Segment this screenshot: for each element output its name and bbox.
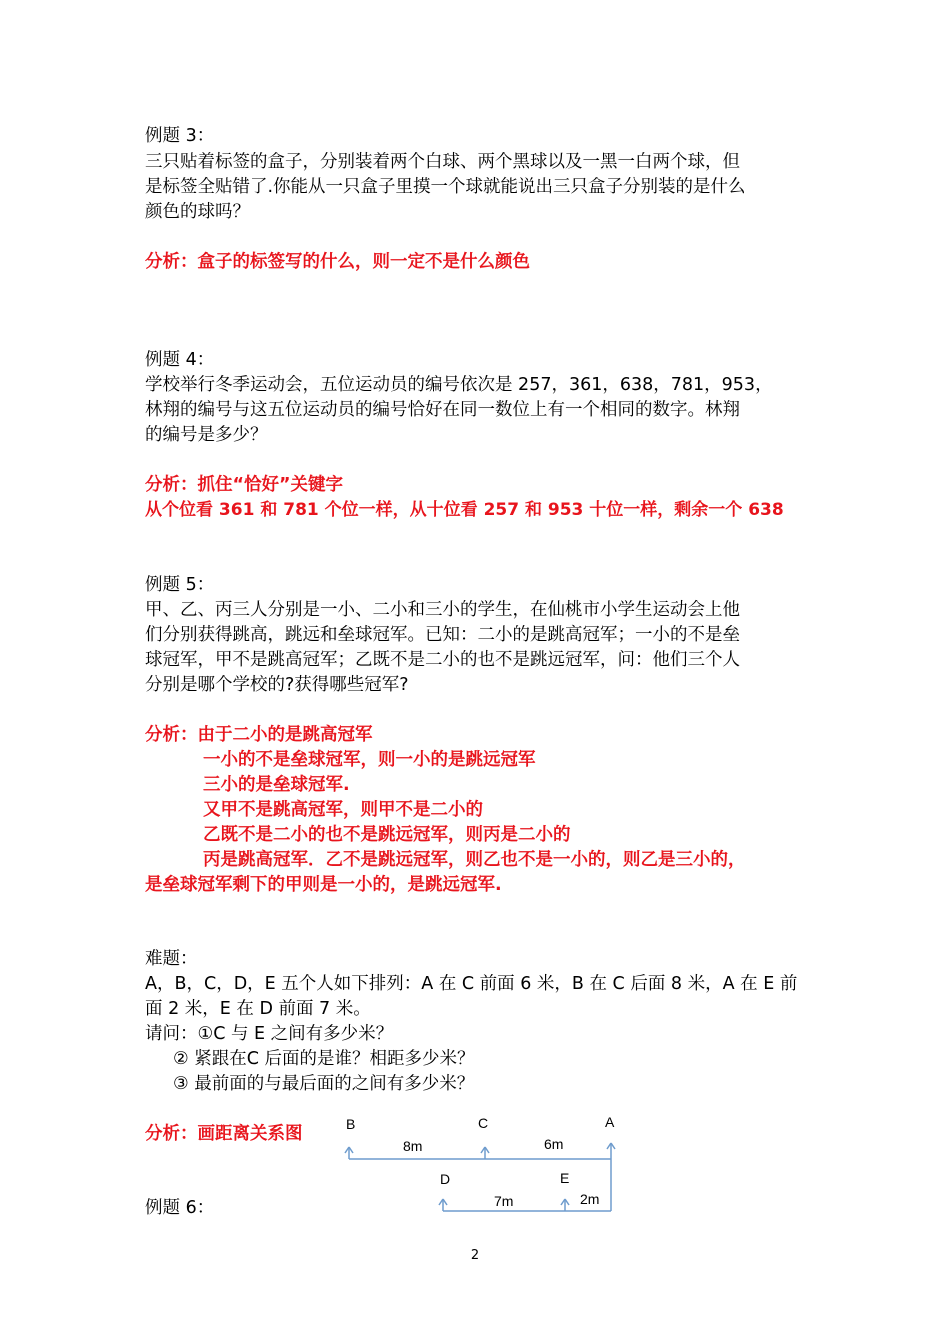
hard-problem-title: 难题：: [145, 949, 198, 969]
distance-label-de: 7m: [494, 1193, 514, 1209]
hard-problem-question: 请问：①C 与 E 之间有多少米？: [145, 1024, 394, 1044]
example-5-text-line: 甲、乙、丙三人分别是一小、二小和三小的学生，在仙桃市小学生运动会上他: [145, 600, 740, 620]
example-4-analysis-line: 分析：抓住“恰好”关键字: [145, 475, 344, 495]
point-label-d: D: [440, 1171, 451, 1187]
example-4-text-line: 学校举行冬季运动会，五位运动员的编号依次是 257，361，638，781，953，: [145, 375, 773, 395]
hard-problem-text-line: 面 2 米，E 在 D 前面 7 米。: [145, 999, 371, 1019]
distance-label-bc: 8m: [403, 1138, 423, 1154]
example-3-analysis: 分析：盒子的标签写的什么，则一定不是什么颜色: [145, 252, 530, 272]
example-5-text-line: 分别是哪个学校的?获得哪些冠军?: [145, 675, 409, 695]
example-4-text-line: 的编号是多少？: [145, 425, 268, 445]
example-3-text-line: 三只贴着标签的盒子，分别装着两个白球、两个黑球以及一黑一白两个球，但: [145, 152, 740, 172]
example-5-analysis-line: 又甲不是跳高冠军，则甲不是二小的: [203, 800, 483, 820]
example-4-text-line: 林翔的编号与这五位运动员的编号恰好在同一数位上有一个相同的数字。林翔: [145, 400, 740, 420]
point-label-c: C: [478, 1115, 489, 1131]
example-3-text-line: 颜色的球吗？: [145, 202, 250, 222]
example-5-analysis-line: 分析：由于二小的是跳高冠军: [145, 725, 373, 745]
distance-label-ca: 6m: [544, 1136, 564, 1152]
hard-problem-question: ③ 最前面的与最后面的之间有多少米？: [173, 1074, 475, 1094]
example-5-text-line: 们分别获得跳高，跳远和垒球冠军。已知：二小的是跳高冠军；一小的不是垒: [145, 625, 740, 645]
point-label-a: A: [605, 1114, 615, 1130]
hard-problem-analysis: 分析：画距离关系图: [145, 1124, 303, 1144]
example-5-analysis-line: 乙既不是二小的也不是跳远冠军，则丙是二小的: [203, 825, 571, 845]
example-5-analysis-line: 丙是跳高冠军．乙不是跳远冠军，则乙也不是一小的，则乙是三小的，: [203, 850, 746, 870]
example-5-title: 例题 5：: [145, 575, 215, 595]
example-6-title: 例题 6：: [145, 1198, 215, 1218]
hard-problem-text-line: A，B，C，D，E 五个人如下排列：A 在 C 前面 6 米，B 在 C 后面 8 米，A 在 E 前: [145, 974, 798, 994]
hard-problem-question: ② 紧跟在C 后面的是谁？相距多少米？: [173, 1049, 475, 1069]
diagram-lines: [345, 1143, 615, 1211]
example-3-title: 例题 3：: [145, 126, 215, 146]
example-5-analysis-line: 三小的是垒球冠军.: [203, 775, 350, 795]
example-5-analysis-line: 一小的不是垒球冠军，则一小的是跳远冠军: [203, 750, 536, 770]
example-5-text-line: 球冠军，甲不是跳高冠军；乙既不是二小的也不是跳远冠军，问：他们三个人: [145, 650, 740, 670]
example-5-analysis-line: 是垒球冠军剩下的甲则是一小的，是跳远冠军.: [145, 875, 502, 895]
point-label-b: B: [346, 1116, 356, 1132]
example-3-text-line: 是标签全贴错了.你能从一只盒子里摸一个球就能说出三只盒子分别装的是什么: [145, 177, 746, 197]
point-label-e: E: [560, 1170, 570, 1186]
distance-diagram: [330, 1105, 630, 1220]
distance-label-ea: 2m: [580, 1191, 600, 1207]
example-4-title: 例题 4：: [145, 350, 215, 370]
example-4-analysis-line: 从个位看 361 和 781 个位一样，从十位看 257 和 953 十位一样，剩余一个 638: [145, 500, 784, 520]
page-number: 2: [470, 1248, 480, 1263]
